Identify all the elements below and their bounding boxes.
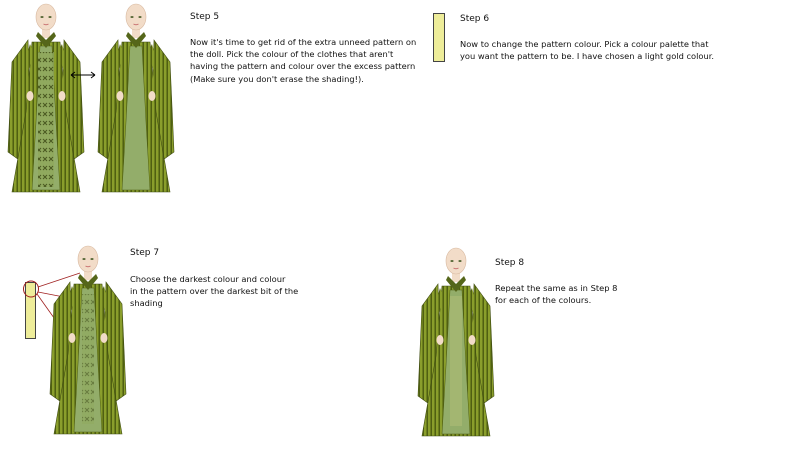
step5-title: Step 5	[190, 12, 220, 22]
step5-doll-before	[6, 2, 86, 202]
step8-doll	[414, 246, 498, 446]
step5-doll-after	[96, 2, 176, 202]
step6-title: Step 6	[460, 14, 490, 24]
step5-text: Now it's time to get rid of the extra unneed pattern on the doll. Pick the colour of the clothes that aren't having the pattern and colour over the excess pattern (Make sure you don't erase the shading!).	[190, 37, 417, 84]
step6-text: Now to change the pattern colour. Pick a colour palette that you want the pattern to be. I have chosen a light gold colour.	[460, 39, 715, 62]
step7-text: Choose the darkest colour and colour in the pattern over the darkest bit of the shading	[130, 274, 299, 309]
step8-text: Repeat the same as in Step 8 for each of the colours.	[495, 283, 618, 306]
step7-title: Step 7	[130, 248, 160, 258]
step8-title: Step 8	[495, 258, 525, 268]
left-right-arrow-icon	[70, 70, 96, 80]
step7-doll	[46, 244, 130, 444]
color-swatch-icon	[433, 13, 445, 62]
